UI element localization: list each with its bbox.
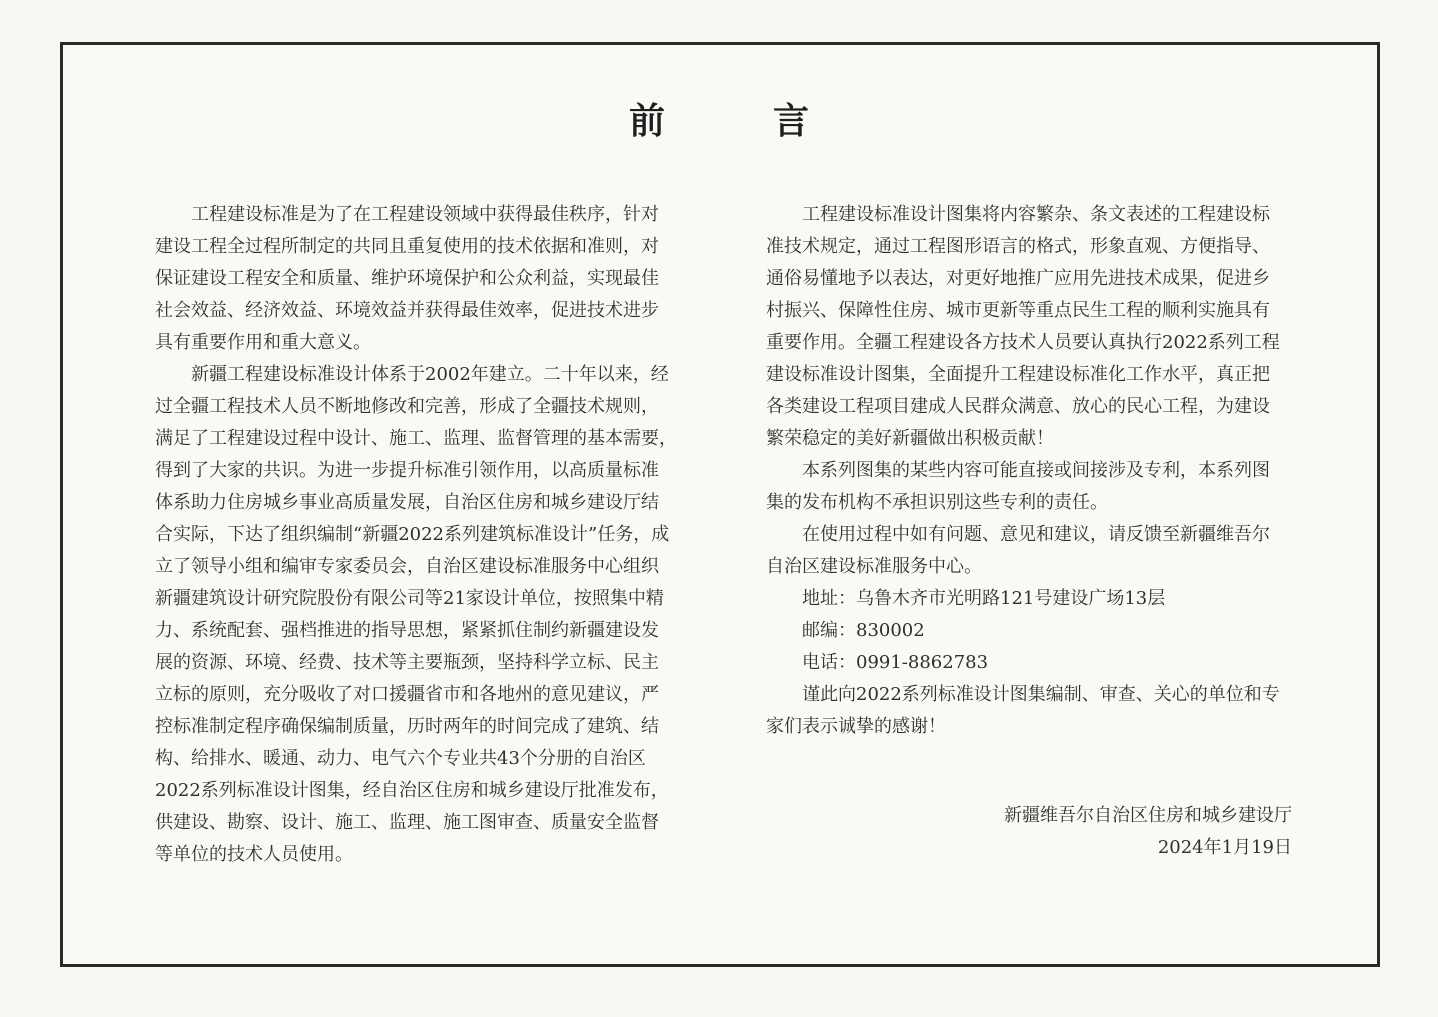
paragraph (155, 359, 675, 871)
text-line: 邮编：830002 (802, 620, 925, 641)
text-line: 社会效益、经济效益、环境效益并获得最佳效率，促进技术进步 (155, 300, 659, 321)
signature-block (1004, 800, 1292, 864)
text-line: 准技术规定，通过工程图形语言的格式，形象直观、方便指导、 (766, 236, 1270, 257)
text-line: 构、给排水、暖通、动力、电气六个专业共43个分册的自治区 (155, 748, 646, 769)
text-line: 过全疆工程技术人员不断地修改和完善，形成了全疆技术规则， (155, 396, 659, 417)
paragraph (155, 199, 675, 359)
paragraph (766, 455, 1286, 519)
text-line: 具有重要作用和重大意义。 (155, 332, 371, 353)
text-line: 各类建设工程项目建成人民群众满意、放心的民心工程，为建设 (766, 396, 1270, 417)
text-line: 控标准制定程序确保编制质量，历时两年的时间完成了建筑、结 (155, 716, 659, 737)
text-line: 在使用过程中如有问题、意见和建议，请反馈至新疆维吾尔 (802, 524, 1270, 545)
text-line: 通俗易懂地予以表达，对更好地推广应用先进技术成果，促进乡 (766, 268, 1270, 289)
text-line: 立了领导小组和编审专家委员会，自治区建设标准服务中心组织 (155, 556, 659, 577)
text-line: 合实际，下达了组织编制“新疆2022系列建筑标准设计”任务，成 (155, 524, 670, 545)
text-line: 展的资源、环境、经费、技术等主要瓶颈，坚持科学立标、民主 (155, 652, 659, 673)
text-line: 本系列图集的某些内容可能直接或间接涉及专利，本系列图 (802, 460, 1270, 481)
text-line: 建设工程全过程所制定的共同且重复使用的技术依据和准则，对 (155, 236, 659, 257)
text-line: 新疆建筑设计研究院股份有限公司等21家设计单位，按照集中精 (155, 588, 664, 609)
text-line: 得到了大家的共识。为进一步提升标准引领作用，以高质量标准 (155, 460, 659, 481)
text-line: 自治区建设标准服务中心。 (766, 556, 982, 577)
text-line: 工程建设标准设计图集将内容繁杂、条文表述的工程建设标 (802, 204, 1270, 225)
signature-date: 2024年1月19日 (1157, 837, 1292, 858)
text-line: 供建设、勘察、设计、施工、监理、施工图审查、质量安全监督 (155, 812, 659, 833)
text-line: 2022系列标准设计图集，经自治区住房和城乡建设厅批准发布， (155, 780, 669, 801)
text-line: 家们表示诚挚的感谢！ (766, 716, 946, 737)
paragraph (766, 615, 1286, 647)
text-line: 力、系统配套、强档推进的指导思想，紧紧抓住制约新疆建设发 (155, 620, 659, 641)
signature-organization: 新疆维吾尔自治区住房和城乡建设厅 (1004, 805, 1292, 826)
paragraph (766, 583, 1286, 615)
text-line: 谨此向2022系列标准设计图集编制、审查、关心的单位和专 (802, 684, 1280, 705)
text-line: 地址：乌鲁木齐市光明路121号建设广场13层 (802, 588, 1166, 609)
text-line: 等单位的技术人员使用。 (155, 844, 353, 865)
text-line: 电话：0991-8862783 (802, 652, 989, 673)
page-title: 前 言 (628, 101, 845, 142)
paragraph (766, 519, 1286, 583)
text-line: 新疆工程建设标准设计体系于2002年建立。二十年以来，经 (191, 364, 669, 385)
text-line: 满足了工程建设过程中设计、施工、监理、监督管理的基本需要， (155, 428, 677, 449)
text-line: 工程建设标准是为了在工程建设领域中获得最佳秩序，针对 (191, 204, 659, 225)
paragraph (766, 199, 1286, 455)
text-line: 村振兴、保障性住房、城市更新等重点民生工程的顺利实施具有 (766, 300, 1270, 321)
text-line: 立标的原则，充分吸收了对口援疆省市和各地州的意见建议，严 (155, 684, 659, 705)
paragraph (766, 679, 1286, 743)
text-line: 集的发布机构不承担识别这些专利的责任。 (766, 492, 1108, 513)
left-column (155, 199, 675, 871)
text-line: 重要作用。全疆工程建设各方技术人员要认真执行2022系列工程 (766, 332, 1280, 353)
text-line: 建设标准设计图集，全面提升工程建设标准化工作水平，真正把 (766, 364, 1270, 385)
text-line: 体系助力住房城乡事业高质量发展，自治区住房和城乡建设厅结 (155, 492, 659, 513)
right-column (766, 199, 1286, 743)
text-line: 繁荣稳定的美好新疆做出积极贡献！ (766, 428, 1054, 449)
text-line: 保证建设工程安全和质量、维护环境保护和公众利益，实现最佳 (155, 268, 659, 289)
paragraph (766, 647, 1286, 679)
